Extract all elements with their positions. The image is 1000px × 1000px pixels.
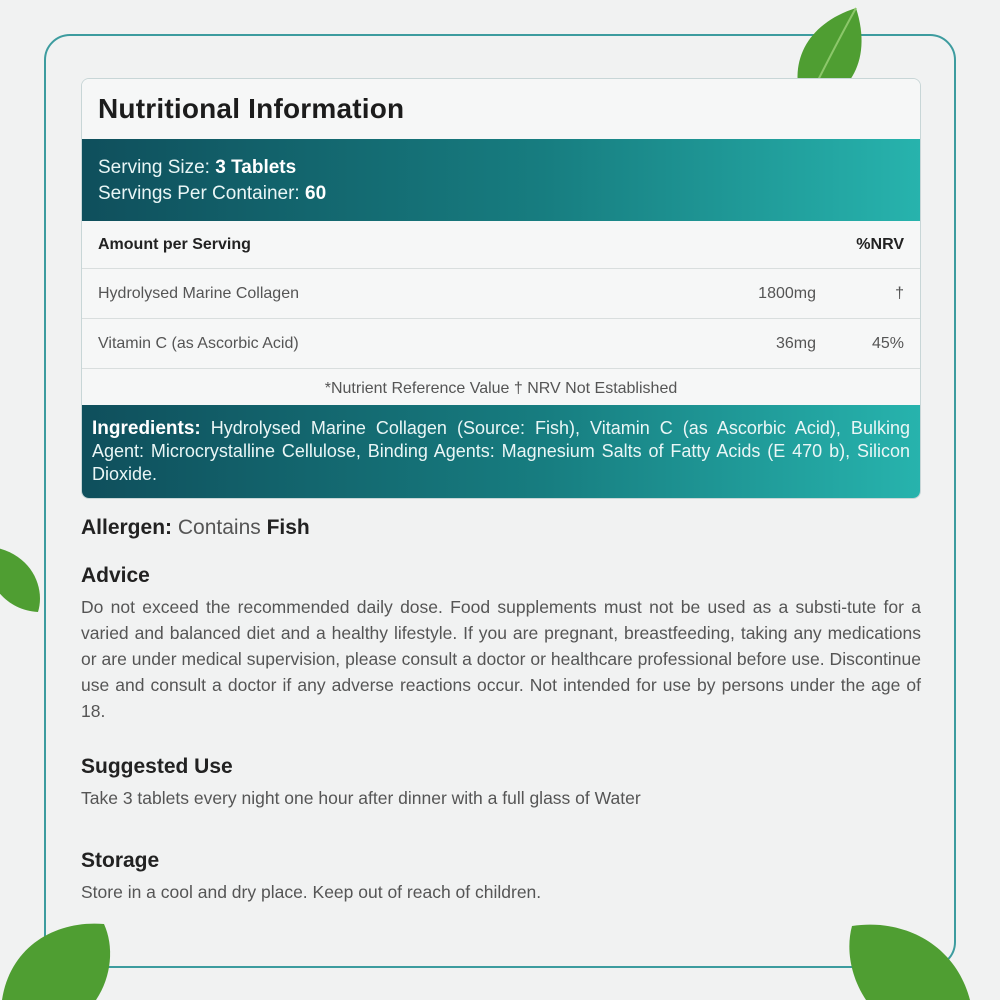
nutrient-nrv: 45%	[871, 334, 904, 352]
serving-info	[82, 139, 920, 221]
nutrient-amount: 36mg	[775, 334, 816, 352]
allergen-value: Fish	[266, 516, 310, 539]
table-row	[82, 269, 920, 319]
serving-size	[98, 155, 904, 181]
ingredients-text: Hydrolysed Marine Collagen (Source: Fish), Vitamin C (as Ascorbic Acid), Bulking Agent: Microcrystalline Cellulose, Binding Agents: Magnesium Salts of Fatty Acids (E 470 b), Silicon Dioxide.	[92, 418, 910, 484]
nutrition-panel	[81, 78, 921, 499]
suggested-use-text: Take 3 tablets every night one hour after dinner with a full glass of Water	[81, 788, 641, 808]
serving-size-label: Serving Size:	[98, 157, 210, 178]
storage-section	[81, 849, 921, 905]
header-nrv: %NRV	[856, 235, 904, 253]
allergen-label: Allergen:	[81, 516, 173, 539]
leaf-icon	[846, 916, 976, 1000]
leaf-icon	[0, 540, 50, 620]
servings-per-container-value: 60	[305, 183, 327, 204]
ingredients	[82, 405, 920, 498]
header-amount-per-serving: Amount per Serving	[98, 235, 251, 253]
ingredients-label: Ingredients:	[92, 418, 201, 439]
nutrient-nrv: †	[895, 284, 904, 302]
nutrient-name: Vitamin C (as Ascorbic Acid)	[98, 334, 299, 352]
allergen-text: Contains	[177, 516, 261, 539]
allergen-line	[81, 516, 921, 540]
advice-text: Do not exceed the recommended daily dose. Food supplements must not be used as a substi-tute for a varied and balanced diet and a healthy lifestyle. If you are pregnant, breastfeeding, taking any medications or are under medical supervision, please consult a doctor or healthcare professional before use. Discontinue use and consult a doctor if any adverse reactions occur. Not intended for use by persons under the age of 18.	[81, 597, 921, 721]
advice-section	[81, 564, 921, 724]
nutrient-name: Hydrolysed Marine Collagen	[98, 284, 299, 302]
panel-title: Nutritional Information	[82, 79, 920, 139]
leaf-icon	[0, 916, 116, 1000]
table-row	[82, 319, 920, 369]
advice-heading: Advice	[81, 564, 150, 587]
suggested-use-heading: Suggested Use	[81, 755, 233, 778]
servings-per-container	[98, 181, 904, 207]
table-header	[82, 221, 920, 269]
serving-size-value: 3 Tablets	[215, 157, 297, 178]
storage-text: Store in a cool and dry place. Keep out of reach of children.	[81, 882, 542, 902]
suggested-use-section	[81, 755, 921, 811]
nutrient-amount: 1800mg	[758, 284, 816, 302]
nrv-footnote: *Nutrient Reference Value † NRV Not Established	[324, 380, 678, 397]
servings-per-container-label: Servings Per Container:	[98, 183, 300, 204]
storage-heading: Storage	[81, 849, 160, 872]
